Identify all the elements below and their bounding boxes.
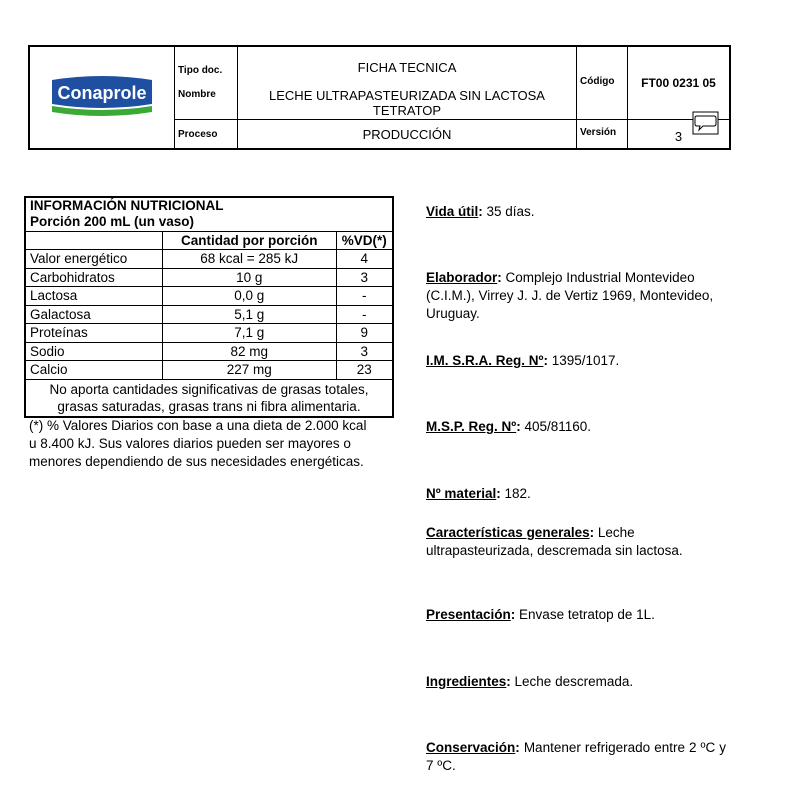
nutrient-vd: 3 bbox=[336, 342, 393, 361]
presentacion-value: Envase tetratop de 1L. bbox=[515, 607, 655, 622]
nutrition-table bbox=[24, 196, 394, 418]
nutrient-qty: 0,0 g bbox=[162, 287, 336, 306]
version-value: 3 bbox=[674, 129, 683, 144]
nutrient-qty: 5,1 g bbox=[162, 305, 336, 324]
codigo-value: FT00 0231 05 bbox=[641, 76, 716, 90]
tipo-doc-value: FICHA TECNICA bbox=[357, 60, 457, 75]
nutrient-vd: 3 bbox=[336, 268, 393, 287]
msp-value: 405/81160. bbox=[520, 419, 592, 434]
nombre-value-line2: TETRATOP bbox=[372, 103, 442, 118]
conaprole-logo bbox=[48, 74, 156, 118]
nutrient-vd: - bbox=[336, 305, 393, 324]
nutrient-qty: 10 g bbox=[162, 268, 336, 287]
codigo-label: Código bbox=[580, 76, 615, 87]
table-row bbox=[25, 361, 393, 380]
vida-util-label: Vida útil bbox=[426, 204, 479, 219]
nutrient-name: Valor energético bbox=[25, 250, 162, 269]
nutrient-vd: 9 bbox=[336, 324, 393, 343]
header-empty bbox=[25, 231, 162, 250]
ingredientes-label: Ingredientes bbox=[426, 674, 507, 689]
proceso-value: PRODUCCIÓN bbox=[362, 127, 452, 142]
nutrient-name: Sodio bbox=[25, 342, 162, 361]
nutrient-name: Calcio bbox=[25, 361, 162, 380]
nutrition-note: No aporta cantidades significativas de grasas totales, grasas saturadas, grasas trans ni fibra alimentaria. bbox=[25, 379, 393, 417]
nutrient-name: Galactosa bbox=[25, 305, 162, 324]
nutrient-name: Lactosa bbox=[25, 287, 162, 306]
nutrient-name: Proteínas bbox=[25, 324, 162, 343]
table-row bbox=[25, 268, 393, 287]
elaborador-value: Complejo Industrial Montevideo (C.I.M.), Virrey J. J. de Vertiz 1969, Montevideo, Uruguay. bbox=[426, 270, 714, 321]
info-material: Nº material: 182. bbox=[426, 486, 531, 501]
tipo-doc-label: Tipo doc. bbox=[178, 65, 223, 76]
conservacion-label: Conservación bbox=[426, 740, 516, 755]
nutrition-note-row bbox=[25, 379, 393, 417]
comment-icon[interactable] bbox=[692, 111, 719, 135]
caracteristicas-label: Características generales bbox=[426, 525, 590, 540]
header-vd: %VD(*) bbox=[336, 231, 393, 250]
nutrient-vd: - bbox=[336, 287, 393, 306]
conservacion-value: Mantener refrigerado entre 2 ºC y 7 ºC. bbox=[426, 740, 726, 773]
nutrient-vd: 23 bbox=[336, 361, 393, 380]
info-presentacion: Presentación: Envase tetratop de 1L. bbox=[426, 607, 655, 622]
logo-text: Conaprole bbox=[57, 83, 147, 103]
nutrient-name: Carbohidratos bbox=[25, 268, 162, 287]
version-label: Versión bbox=[580, 127, 617, 138]
table-row bbox=[25, 250, 393, 269]
elaborador-label: Elaborador bbox=[426, 270, 498, 285]
presentacion-label: Presentación bbox=[426, 607, 511, 622]
document-header bbox=[28, 45, 731, 150]
nutrition-title-row bbox=[25, 197, 393, 214]
nombre-value-line1: LECHE ULTRAPASTEURIZADA SIN LACTOSA bbox=[269, 88, 545, 103]
info-ingredientes: Ingredientes: Leche descremada. bbox=[426, 674, 634, 689]
caracteristicas-value: Leche ultrapasteurizada, descremada sin lactosa. bbox=[426, 525, 683, 558]
nutrition-portion-row bbox=[25, 214, 393, 231]
nutrient-qty: 7,1 g bbox=[162, 324, 336, 343]
table-row bbox=[25, 305, 393, 324]
info-imsra: I.M. S.R.A. Reg. Nº: 1395/1017. bbox=[426, 353, 620, 368]
nutrient-vd: 4 bbox=[336, 250, 393, 269]
header-quantity: Cantidad por porción bbox=[162, 231, 336, 250]
nombre-label: Nombre bbox=[178, 89, 216, 100]
nutrition-footnote: (*) % Valores Diarios con base a una dieta de 2.000 kcal u 8.400 kJ. Sus valores diarios pueden ser mayores o menores dependiendo de sus necesidades energéticas. bbox=[29, 418, 367, 469]
info-msp: M.S.P. Reg. Nº: 405/81160. bbox=[426, 419, 592, 434]
info-elaborador: Elaborador: Complejo Industrial Montevideo (C.I.M.), Virrey J. J. de Vertiz 1969, Montevideo, Uruguay. bbox=[426, 270, 714, 321]
msp-label: M.S.P. Reg. Nº bbox=[426, 419, 517, 434]
material-value: 182. bbox=[500, 486, 531, 501]
ingredientes-value: Leche descremada. bbox=[510, 674, 634, 689]
info-conservacion: Conservación: Mantener refrigerado entre 2 ºC y 7 ºC. bbox=[426, 740, 726, 773]
imsra-label: I.M. S.R.A. Reg. Nº bbox=[426, 353, 544, 368]
imsra-value: 1395/1017. bbox=[547, 353, 620, 368]
nutrient-qty: 227 mg bbox=[162, 361, 336, 380]
proceso-label: Proceso bbox=[178, 129, 218, 140]
vida-util-value: 35 días. bbox=[482, 204, 535, 219]
nutrition-portion: Porción 200 mL (un vaso) bbox=[25, 214, 393, 231]
nutrient-qty: 82 mg bbox=[162, 342, 336, 361]
info-caracteristicas: Características generales: Leche ultrapasteurizada, descremada sin lactosa. bbox=[426, 525, 683, 558]
table-row bbox=[25, 342, 393, 361]
info-vida-util: Vida útil: 35 días. bbox=[426, 204, 535, 219]
table-row bbox=[25, 287, 393, 306]
material-label: Nº material bbox=[426, 486, 497, 501]
nutrition-title: INFORMACIÓN NUTRICIONAL bbox=[25, 197, 393, 214]
nutrient-qty: 68 kcal = 285 kJ bbox=[162, 250, 336, 269]
nutrition-header-row bbox=[25, 231, 393, 250]
table-row bbox=[25, 324, 393, 343]
